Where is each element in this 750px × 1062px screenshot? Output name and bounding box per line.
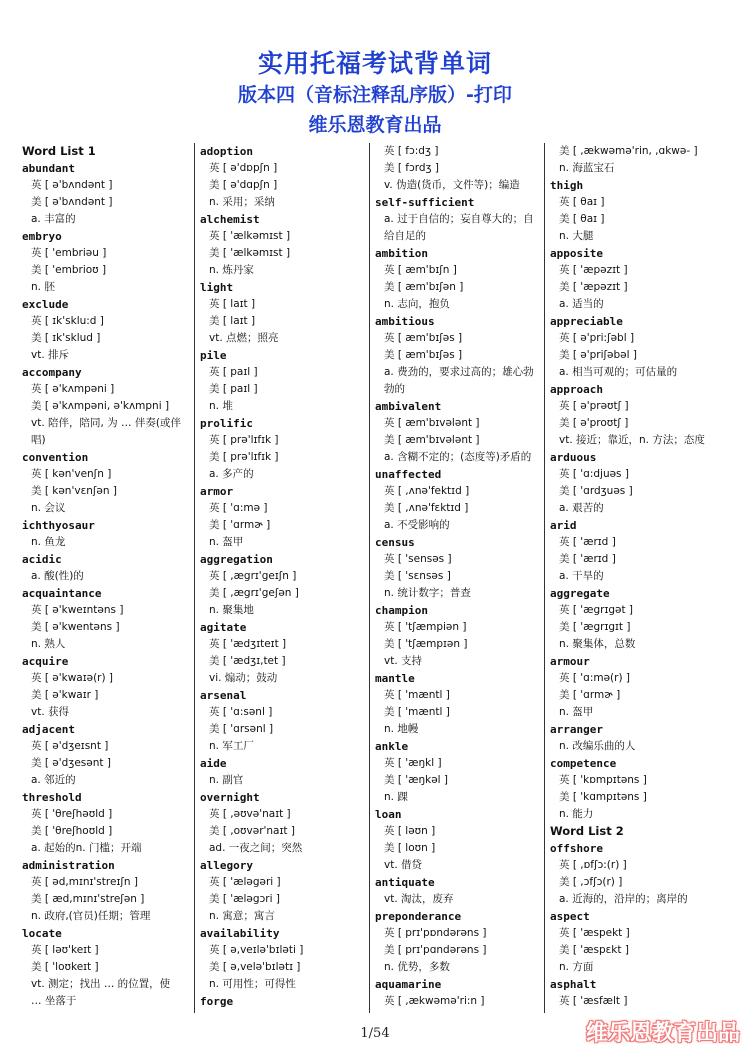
definition: a. 多产的 bbox=[209, 468, 254, 480]
definition: vt. 淘汰，废弃 bbox=[384, 893, 454, 905]
phonetic: 英 [ ɪk'sklu:d ] bbox=[31, 315, 104, 327]
phonetic: 美 [ æm'bɪʃəs ] bbox=[384, 349, 463, 361]
definition: vt. 点燃；照亮 bbox=[209, 332, 279, 344]
headword: adoption bbox=[200, 145, 253, 158]
headword: approach bbox=[550, 383, 603, 396]
phonetic: 美 [ prə'lɪfɪk ] bbox=[209, 451, 279, 463]
definition: n. 海蓝宝石 bbox=[559, 162, 615, 174]
headword: ichthyosaur bbox=[22, 519, 95, 532]
phonetic: 英 [ ləʊ'keɪt ] bbox=[31, 944, 99, 956]
definition: vt. 排斥 bbox=[31, 349, 70, 361]
definition: n. 堆 bbox=[209, 400, 233, 412]
phonetic: 美 [ kən'vɛnʃən ] bbox=[31, 485, 117, 497]
headword: self-sufficient bbox=[375, 196, 475, 209]
headword: ambivalent bbox=[375, 400, 442, 413]
definition: a. 丰富的 bbox=[31, 213, 76, 225]
headword: abundant bbox=[22, 162, 75, 175]
phonetic: 美 [ æd,mɪnɪ'streʃən ] bbox=[31, 893, 145, 905]
phonetic: 美 [ laɪt ] bbox=[209, 315, 256, 327]
headword: arsenal bbox=[200, 689, 247, 702]
definition: a. 邻近的 bbox=[31, 774, 76, 786]
definition: n. 鱼龙 bbox=[31, 536, 66, 548]
phonetic: 英 [ 'æsfælt ] bbox=[559, 995, 628, 1007]
definition: n. 寓意；寓言 bbox=[209, 910, 275, 922]
definition: n. 聚集体，总数 bbox=[559, 638, 636, 650]
definition: n. 政府,(官员)任期；管理 bbox=[31, 910, 151, 922]
phonetic: 英 [ əd,mɪnɪ'streɪʃn ] bbox=[31, 876, 138, 888]
headword: armor bbox=[200, 485, 234, 498]
phonetic: 英 [ 'ædʒɪteɪt ] bbox=[209, 638, 287, 650]
definition: a. 艰苦的 bbox=[559, 502, 604, 514]
headword: acidic bbox=[22, 553, 62, 566]
phonetic: 美 [ ə'kʌmpəni, ə'kʌmpni ] bbox=[31, 400, 170, 412]
headword: administration bbox=[22, 859, 115, 872]
phonetic: 英 [ ,ɒfʃɔ:(r) ] bbox=[559, 859, 627, 871]
definition: vi. 煽动；鼓动 bbox=[209, 672, 278, 684]
phonetic: 美 [ ,ʌnə'fɛktɪd ] bbox=[384, 502, 469, 514]
definition: n. 军工厂 bbox=[209, 740, 254, 752]
phonetic: 美 [ loʊn ] bbox=[384, 842, 436, 854]
definition: n. 盔甲 bbox=[209, 536, 244, 548]
publisher-line: 维乐恩教育出品 bbox=[308, 114, 442, 136]
word-list-heading: Word List 2 bbox=[550, 824, 624, 838]
headword: exclude bbox=[22, 298, 69, 311]
headword: aide bbox=[200, 757, 227, 770]
phonetic: 美 [ ,oʊvər'naɪt ] bbox=[209, 825, 295, 837]
definition: n. 优势，多数 bbox=[384, 961, 450, 973]
phonetic: 英 [ ə,veɪlə'bɪləti ] bbox=[209, 944, 304, 956]
definition: n. 胚 bbox=[31, 281, 55, 293]
phonetic: 英 [ ,əʊvə'naɪt ] bbox=[209, 808, 291, 820]
phonetic: 英 [ prə'lɪfɪk ] bbox=[209, 434, 279, 446]
headword: champion bbox=[375, 604, 428, 617]
headword: arranger bbox=[550, 723, 603, 736]
headword: light bbox=[200, 281, 234, 294]
column-divider bbox=[544, 143, 545, 1013]
phonetic: 美 [ 'loʊkeɪt ] bbox=[31, 961, 99, 973]
phonetic: 英 [ ,ʌnə'fektɪd ] bbox=[384, 485, 470, 497]
phonetic: 美 [ ə'priʃəbəl ] bbox=[559, 349, 637, 361]
definition: ad. 一夜之间；突然 bbox=[209, 842, 303, 854]
definition: vt. 陪伴，陪同, 为 … 伴奏(或伴唱) bbox=[31, 417, 181, 446]
headword: forge bbox=[200, 995, 234, 1008]
definition: n. 改编乐曲的人 bbox=[559, 740, 636, 752]
definition: n. 可用性；可得性 bbox=[209, 978, 296, 990]
headword: threshold bbox=[22, 791, 82, 804]
definition: n. 聚集地 bbox=[209, 604, 254, 616]
headword: ankle bbox=[375, 740, 409, 753]
phonetic: 英 [ æm'bɪvələnt ] bbox=[384, 417, 480, 429]
phonetic: 美 [ 'æŋkəl ] bbox=[384, 774, 449, 786]
phonetic: 美 [ 'ɑrmɚ ] bbox=[209, 519, 271, 531]
column-3 bbox=[375, 143, 537, 1013]
definition: vt. 接近；靠近，n. 方法；态度 bbox=[559, 434, 705, 446]
headword: aggregate bbox=[550, 587, 610, 600]
definition: n. 志向，抱负 bbox=[384, 298, 450, 310]
headword: agitate bbox=[200, 621, 247, 634]
column-1 bbox=[22, 143, 184, 1013]
phonetic: 英 [ 'æŋkl ] bbox=[384, 757, 442, 769]
column-4 bbox=[550, 143, 712, 1013]
headword: unaffected bbox=[375, 468, 442, 481]
definition: n. 熟人 bbox=[31, 638, 66, 650]
phonetic: 美 [ 'æləgɔri ] bbox=[209, 893, 280, 905]
phonetic: 英 [ ə'dʒeɪsnt ] bbox=[31, 740, 109, 752]
phonetic: 英 [ ,ækwəmə'ri:n ] bbox=[384, 995, 485, 1007]
definition: a. 近海的，沿岸的；离岸的 bbox=[559, 893, 688, 905]
phonetic: 美 [ æm'bɪvələnt ] bbox=[384, 434, 480, 446]
phonetic: 美 [ æm'bɪʃən ] bbox=[384, 281, 464, 293]
phonetic: 美 [ 'ædʒɪ,tet ] bbox=[209, 655, 286, 667]
word-list-columns bbox=[22, 143, 722, 1013]
phonetic: 美 [ fɔrdʒ ] bbox=[384, 162, 440, 174]
phonetic: 英 [ 'æpəzɪt ] bbox=[559, 264, 628, 276]
page-title: 实用托福考试背单词 bbox=[257, 49, 492, 78]
phonetic: 英 [ 'ægrɪgət ] bbox=[559, 604, 634, 616]
phonetic: 美 [ 'æspɛkt ] bbox=[559, 944, 629, 956]
definition: n. 会议 bbox=[31, 502, 66, 514]
phonetic: 美 [ 'ɑrdʒuəs ] bbox=[559, 485, 633, 497]
definition: n. 副官 bbox=[209, 774, 244, 786]
phonetic: 英 [ fɔ:dʒ ] bbox=[384, 145, 439, 157]
definition: n. 盔甲 bbox=[559, 706, 594, 718]
phonetic: 英 [ kən'venʃn ] bbox=[31, 468, 112, 480]
phonetic: 英 [ θaɪ ] bbox=[559, 196, 605, 208]
headword: prolific bbox=[200, 417, 253, 430]
headword: overnight bbox=[200, 791, 260, 804]
phonetic: 英 [ ə'bʌndənt ] bbox=[31, 179, 113, 191]
phonetic: 英 [ 'embriəu ] bbox=[31, 247, 107, 259]
phonetic: 英 [ 'tʃæmpiən ] bbox=[384, 621, 467, 633]
phonetic: 英 [ ,ægrɪ'geɪʃn ] bbox=[209, 570, 297, 582]
phonetic: 英 [ æm'bɪʃəs ] bbox=[384, 332, 463, 344]
definition: v. 伪造(货币，文件等)；编造 bbox=[384, 179, 520, 191]
headword: competence bbox=[550, 757, 617, 770]
phonetic: 美 [ θaɪ ] bbox=[559, 213, 605, 225]
headword: acquaintance bbox=[22, 587, 102, 600]
phonetic: 英 [ ə'kwaɪə(r) ] bbox=[31, 672, 114, 684]
definition: vt. 获得 bbox=[31, 706, 70, 718]
phonetic: 英 [ 'mæntl ] bbox=[384, 689, 450, 701]
phonetic: 美 [ ə'kwaɪr ] bbox=[31, 689, 99, 701]
phonetic: 美 [ 'æpəzɪt ] bbox=[559, 281, 628, 293]
phonetic: 美 [ ɪk'sklud ] bbox=[31, 332, 101, 344]
phonetic: 英 [ 'ɑ:mə ] bbox=[209, 502, 268, 514]
headword: preponderance bbox=[375, 910, 462, 923]
page-number: 1/54 bbox=[360, 1026, 390, 1041]
phonetic: 美 [ ə'kwentəns ] bbox=[31, 621, 120, 633]
definition: n. 统计数字；普查 bbox=[384, 587, 471, 599]
headword: census bbox=[375, 536, 415, 549]
phonetic: 美 [ ,ækwəmə'rin, ,ɑkwə- ] bbox=[559, 145, 698, 157]
phonetic: 美 [ 'ɑrsənl ] bbox=[209, 723, 274, 735]
phonetic: 美 [ 'embrioʊ ] bbox=[31, 264, 107, 276]
definition: n. 踝 bbox=[384, 791, 408, 803]
headword: availability bbox=[200, 927, 280, 940]
definition: vt. 支持 bbox=[384, 655, 423, 667]
phonetic: 美 [ ə'dʒesənt ] bbox=[31, 757, 111, 769]
phonetic: 英 [ 'θreʃhəʊld ] bbox=[31, 808, 113, 820]
phonetic: 英 [ 'ærɪd ] bbox=[559, 536, 616, 548]
phonetic: 英 [ ləʊn ] bbox=[384, 825, 436, 837]
phonetic: 英 [ 'ɑ:djuəs ] bbox=[559, 468, 629, 480]
watermark-logo: 维乐恩教育出品 bbox=[585, 1021, 740, 1046]
headword: embryo bbox=[22, 230, 62, 243]
phonetic: 美 [ ə'dɑpʃn ] bbox=[209, 179, 278, 191]
headword: locate bbox=[22, 927, 62, 940]
headword: alchemist bbox=[200, 213, 260, 226]
headword: aggregation bbox=[200, 553, 273, 566]
page-subtitle: 版本四（音标注释乱序版）-打印 bbox=[238, 84, 512, 106]
headword: acquire bbox=[22, 655, 69, 668]
headword: accompany bbox=[22, 366, 82, 379]
headword: apposite bbox=[550, 247, 603, 260]
phonetic: 美 [ ə,velə'bɪlətɪ ] bbox=[209, 961, 301, 973]
phonetic: 英 [ 'ɑ:sənl ] bbox=[209, 706, 273, 718]
headword: convention bbox=[22, 451, 89, 464]
definition: a. 含糊不定的；(态度等)矛盾的 bbox=[384, 451, 532, 463]
word-list-heading: Word List 1 bbox=[22, 144, 96, 158]
definition: vt. 测定；找出 … 的位置，使 … 坐落于 bbox=[31, 978, 171, 1007]
phonetic: 美 [ 'θreʃhoʊld ] bbox=[31, 825, 113, 837]
phonetic: 美 [ 'kɑmpɪtəns ] bbox=[559, 791, 647, 803]
definition: a. 不受影响的 bbox=[384, 519, 450, 531]
phonetic: 英 [ 'ælkəmɪst ] bbox=[209, 230, 291, 242]
definition: a. 酸(性)的 bbox=[31, 570, 84, 582]
definition: a. 费劲的，要求过高的；雄心勃勃的 bbox=[384, 366, 534, 395]
phonetic: 英 [ ə'kʌmpəni ] bbox=[31, 383, 115, 395]
phonetic: 英 [ ə'pri:ʃəbl ] bbox=[559, 332, 635, 344]
headword: appreciable bbox=[550, 315, 623, 328]
headword: offshore bbox=[550, 842, 603, 855]
headword: thigh bbox=[550, 179, 584, 192]
definition: n. 能力 bbox=[559, 808, 594, 820]
phonetic: 英 [ 'æspekt ] bbox=[559, 927, 630, 939]
phonetic: 美 [ 'mæntl ] bbox=[384, 706, 450, 718]
phonetic: 英 [ paɪl ] bbox=[209, 366, 258, 378]
definition: n. 大腿 bbox=[559, 230, 594, 242]
phonetic: 美 [ 'ælkəmɪst ] bbox=[209, 247, 291, 259]
definition: a. 起始的n. 门槛；开端 bbox=[31, 842, 142, 854]
phonetic: 美 [ 'ærɪd ] bbox=[559, 553, 616, 565]
definition: a. 干旱的 bbox=[559, 570, 604, 582]
phonetic: 美 [ 'ægrɪgɪt ] bbox=[559, 621, 631, 633]
phonetic: 美 [ ə'proʊtʃ ] bbox=[559, 417, 629, 429]
phonetic: 美 [ 'tʃæmpɪən ] bbox=[384, 638, 468, 650]
phonetic: 美 [ prɪ'pɑndərəns ] bbox=[384, 944, 487, 956]
phonetic: 英 [ æm'bɪʃn ] bbox=[384, 264, 457, 276]
definition: a. 适当的 bbox=[559, 298, 604, 310]
headword: adjacent bbox=[22, 723, 75, 736]
phonetic: 英 [ 'æləgəri ] bbox=[209, 876, 281, 888]
headword: arduous bbox=[550, 451, 597, 464]
phonetic: 美 [ 'ɑrmɚ ] bbox=[559, 689, 621, 701]
headword: arid bbox=[550, 519, 577, 532]
headword: asphalt bbox=[550, 978, 597, 991]
headword: aspect bbox=[550, 910, 590, 923]
phonetic: 美 [ 'sɛnsəs ] bbox=[384, 570, 451, 582]
phonetic: 美 [ paɪl ] bbox=[209, 383, 258, 395]
definition: vt. 借贷 bbox=[384, 859, 423, 871]
phonetic: 英 [ ə'kweɪntəns ] bbox=[31, 604, 124, 616]
phonetic: 美 [ ,ægrɪ'geʃən ] bbox=[209, 587, 299, 599]
phonetic: 英 [ 'ɑ:mə(r) ] bbox=[559, 672, 630, 684]
phonetic: 英 [ 'kɒmpɪtəns ] bbox=[559, 774, 647, 786]
definition: n. 采用；采纳 bbox=[209, 196, 275, 208]
headword: antiquate bbox=[375, 876, 435, 889]
headword: armour bbox=[550, 655, 590, 668]
phonetic: 英 [ ə'prəʊtʃ ] bbox=[559, 400, 629, 412]
headword: pile bbox=[200, 349, 227, 362]
definition: n. 炼丹家 bbox=[209, 264, 254, 276]
column-divider bbox=[369, 143, 370, 1013]
phonetic: 英 [ laɪt ] bbox=[209, 298, 256, 310]
column-2 bbox=[200, 143, 362, 1013]
phonetic: 美 [ ə'bʌndənt ] bbox=[31, 196, 113, 208]
headword: mantle bbox=[375, 672, 415, 685]
definition: a. 相当可观的；可估量的 bbox=[559, 366, 678, 378]
headword: loan bbox=[375, 808, 402, 821]
headword: allegory bbox=[200, 859, 253, 872]
headword: ambitious bbox=[375, 315, 435, 328]
headword: ambition bbox=[375, 247, 428, 260]
phonetic: 英 [ ə'dɒpʃn ] bbox=[209, 162, 278, 174]
phonetic: 英 [ 'sensəs ] bbox=[384, 553, 452, 565]
definition: n. 地幔 bbox=[384, 723, 419, 735]
phonetic: 英 [ prɪ'pɒndərəns ] bbox=[384, 927, 487, 939]
definition: a. 过于自信的；妄自尊大的；自给自足的 bbox=[384, 213, 534, 242]
definition: n. 方面 bbox=[559, 961, 594, 973]
phonetic: 美 [ ,ɔfʃɔ(r) ] bbox=[559, 876, 623, 888]
column-divider bbox=[194, 143, 195, 1013]
headword: aquamarine bbox=[375, 978, 442, 991]
